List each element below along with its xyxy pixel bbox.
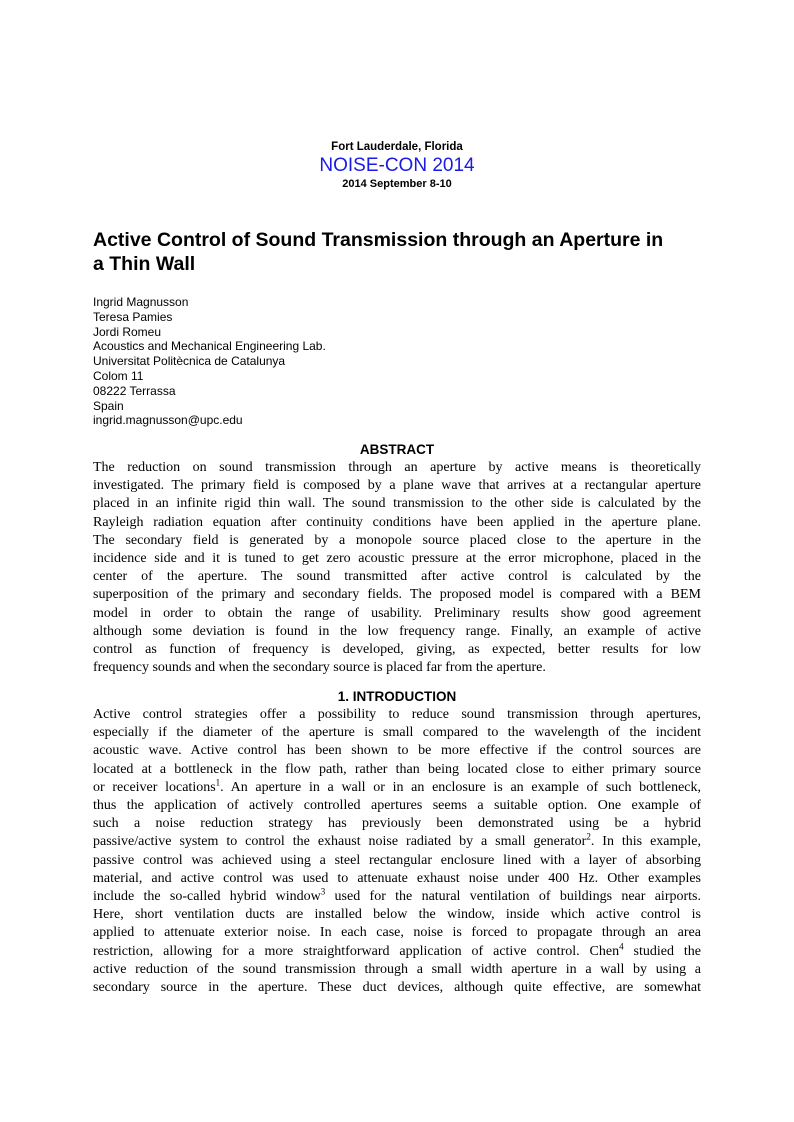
introduction-heading: 1. INTRODUCTION — [337, 689, 457, 704]
introduction-line: such a noise reduction strategy has previously been demonstrated using be a hybrid — [93, 816, 701, 832]
introduction-line: or receiver locations$^1$. An aperture in a wall or in an enclosure is an example of such bottleneck, — [93, 778, 701, 795]
introduction-line: Active control strategies offer a possibility to reduce sound transmission through apertures, — [93, 707, 701, 722]
introduction-line: secondary source in the aperture. These duct devices, although quite effective, are somewhat — [93, 980, 701, 996]
conference-header — [93, 140, 701, 191]
abstract-line: center of the aperture. The sound transmitted after active control is calculated by the — [93, 569, 701, 585]
introduction-line: located at a bottleneck in the flow path, rather than being located close to either primary source — [93, 761, 701, 777]
affiliation-university: Universitat Politècnica de Catalunya — [93, 354, 286, 369]
paper-title — [93, 228, 701, 276]
conference-date: 2014 September 8-10 — [342, 178, 452, 190]
abstract-line: The reduction on sound transmission through an aperture by active means is theoretically — [93, 460, 701, 475]
introduction-line: applied to attenuate exterior noise. In each case, noise is forced to propagate through an area — [93, 925, 701, 941]
title-line: a Thin Wall — [93, 253, 196, 275]
author-block — [93, 295, 701, 428]
abstract-text — [93, 459, 701, 677]
abstract-line: placed in an infinite rigid thin wall. The sound transmission to the other side is calculated by the — [93, 496, 701, 512]
affiliation-lab: Acoustics and Mechanical Engineering Lab. — [93, 339, 326, 354]
author-email: ingrid.magnusson@upc.edu — [93, 413, 243, 428]
abstract-line: control as function of frequency is developed, giving, as expected, better results for low — [93, 642, 701, 658]
introduction-line: include the so-called hybrid window$^3$ used for the natural ventilation of buildings near airports. — [93, 888, 701, 905]
title-line: Active Control of Sound Transmission through an Aperture in — [93, 229, 664, 251]
abstract-line: incidence side and it is tuned to get zero acoustic pressure at the error microphone, placed in the — [93, 551, 701, 567]
conference-name: NOISE-CON 2014 — [319, 155, 475, 176]
abstract-heading: ABSTRACT — [359, 442, 435, 457]
address-street: Colom 11 — [93, 368, 144, 383]
introduction-line: Here, short ventilation ducts are installed below the window, inside which active control is — [93, 907, 701, 923]
abstract-line: The secondary field is generated by a monopole source placed close to the aperture in the — [93, 532, 701, 548]
reference-marker: 3 — [320, 888, 326, 897]
abstract-line: investigated. The primary field is composed by a plane wave that arrives at a rectangular aperture — [93, 478, 701, 494]
author-name: Jordi Romeu — [93, 324, 162, 339]
introduction-line: thus the application of actively controlled apertures seems a suitable option. One example of — [93, 798, 701, 814]
introduction-line: material, and active control was used to attenuate exhaust noise under 400 Hz. Other examples — [93, 870, 701, 886]
introduction-line: passive/active system to control the exhaust noise radiated by a small generator$^2$. In this example, — [93, 833, 701, 850]
introduction-text — [93, 706, 701, 997]
abstract-line: although some deviation is found in the low frequency range. Finally, an example of active — [93, 623, 701, 639]
author-name: Ingrid Magnusson — [93, 295, 189, 309]
abstract-line: superposition of the primary and secondary fields. The proposed model is compared with a BEM — [93, 587, 701, 603]
abstract-line: frequency sounds and when the secondary source is placed far from the aperture. — [93, 660, 546, 676]
introduction-line: especially if the diameter of the aperture is small compared to the wavelength of the incident — [93, 725, 701, 741]
reference-marker: 4 — [619, 942, 624, 951]
reference-marker: 1 — [215, 778, 221, 788]
reference-marker: 2 — [586, 833, 591, 842]
abstract-line: model in order to obtain the range of usability. Preliminary results show good agreement — [93, 605, 701, 621]
address-country: Spain — [93, 398, 124, 413]
introduction-line: restriction, allowing for a more straightforward application of active control. Chen$^4$ studied the — [93, 942, 701, 959]
introduction-line: acoustic wave. Active control has been shown to be more effective if the control sources are — [93, 743, 701, 759]
introduction-line: active reduction of the sound transmission through a small width aperture in a wall by using a — [93, 961, 701, 977]
address-city: 08222 Terrassa — [93, 383, 176, 398]
conference-location: Fort Lauderdale, Florida — [331, 141, 463, 153]
introduction-line: passive control was achieved using a steel rectangular enclosure lined with a layer of absorbing — [93, 852, 701, 868]
author-name: Teresa Pamies — [93, 309, 173, 324]
abstract-line: Rayleigh radiation equation after continuity conditions have been applied in the aperture plane. — [93, 514, 701, 530]
